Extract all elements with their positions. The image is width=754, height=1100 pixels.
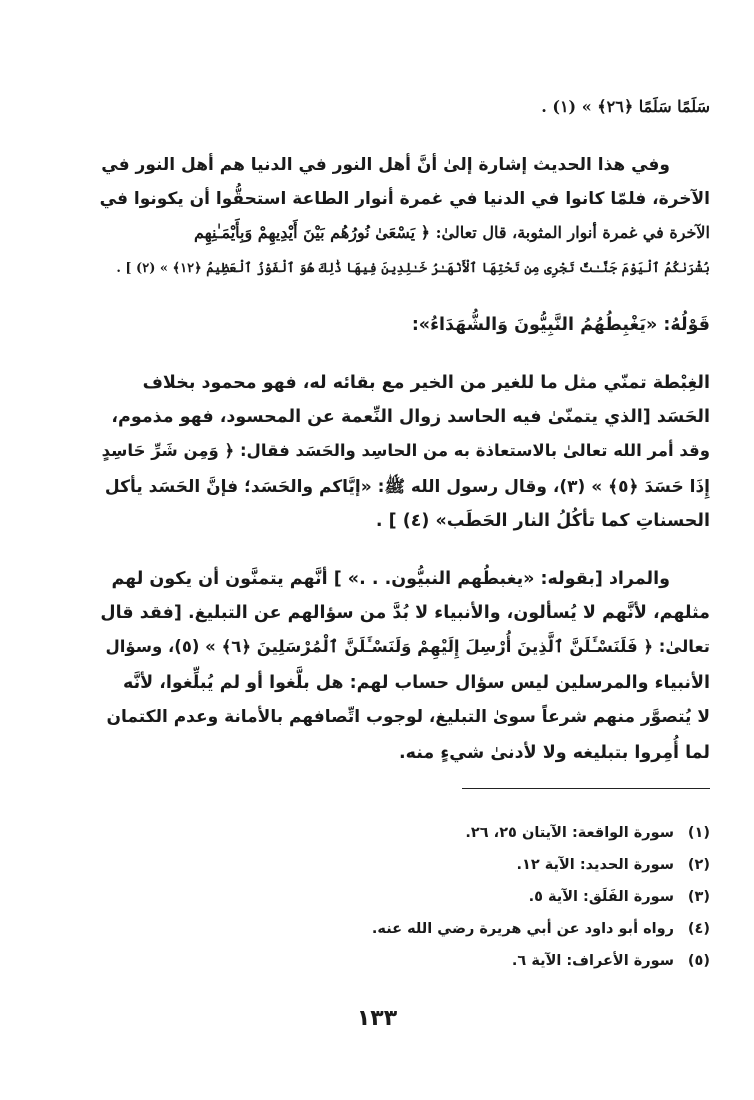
text-line-1: سَلَمًا سَلَمًا ﴿٢٦﴾ » (١) .: [541, 97, 710, 116]
text-line-3: الآخرة، فلمّا كانوا في الدنيا في غمرة أنوار الطاعة استحقُّوا أن يكونوا في: [99, 189, 710, 209]
footnote-4: [150, 914, 710, 944]
footnote-text: سورة الحديد: الآية ١٢.: [516, 857, 674, 873]
footnote-number: (١): [687, 825, 710, 841]
footnote-number: (٣): [687, 889, 710, 905]
text-line-7: الغِبْطة تمنّي مثل ما للغير من الخير مع بقائه له، فهو محمود بخلاف: [142, 373, 710, 393]
footnote-text: رواه أبو داود عن أبي هريرة رضي الله عنه.: [371, 921, 674, 937]
footnote-divider: [462, 788, 710, 789]
text-line-4: الآخرة في غمرة أنوار المثوبة، قال تعالىٰ: ﴿ يَسْعَىٰ نُورُهُم بَيْنَ أَيْدِيهِمْ وَبِأَيْمَـٰنِهِم: [193, 223, 710, 242]
text-line-8: الحَسَد [الذي يتمنّىٰ فيه الحاسد زوال النِّعمة عن المحسود، فهو مذموم،: [111, 407, 710, 427]
text-line-2: وفي هذا الحديث إشارة إلىٰ أنَّ أهل النور في الدنيا هم أهل النور في: [101, 155, 670, 175]
footnote-number: (٢): [687, 857, 710, 873]
footnote-text: سورة الواقعة: الآيتان ٢٥، ٢٦.: [465, 825, 674, 841]
footnote-1: [150, 818, 710, 848]
footnote-2: [150, 850, 710, 880]
text-line-16: لا يُتصوَّر منهم شرعاً سوىٰ التبليغ، لوجوب اتِّصافهم بالأمانة وعدم الكتمان: [106, 707, 710, 727]
footnote-text: سورة الأعراف: الآية ٦.: [511, 953, 674, 969]
page-number: ١٣٣: [356, 1006, 398, 1031]
section-heading: قَوْلُهُ: «يَغْبِطُهُمُ النَّبِيُّونَ وَالشُّهَدَاءُ»:: [411, 315, 710, 335]
text-line-5: بُشْرَىٰكُمُ ٱلْيَوْمَ جَنَّـٰتٌ تَجْرِى مِن تَحْتِهَا ٱلْأَنْهَـٰرُ خَـٰلِدِينَ فِيهَا ذَٰلِكَ هُوَ ٱلْفَوْزُ ٱلْعَظِيمُ ﴿١٢﴾ » (٢) ] .: [116, 261, 710, 276]
text-line-14: تعالىٰ: ﴿ فَلَنَسْـَٔلَنَّ ٱلَّذِينَ أُرْسِلَ إِلَيْهِمْ وَلَنَسْـَٔلَنَّ ٱلْمُرْسَلِينَ ﴿٦﴾ » (٥)، وسؤال: [105, 637, 710, 656]
footnote-number: (٤): [687, 921, 710, 937]
footnote-5: [150, 946, 710, 976]
footnote-text: سورة الفَلَق: الآية ٥.: [528, 889, 674, 905]
text-line-9: وقد أمر الله تعالىٰ بالاستعاذة به من الحاسِد والحَسَد فقال: ﴿ وَمِن شَرِّ حَاسِدٍ: [101, 441, 710, 460]
footnote-number: (٥): [687, 953, 710, 969]
text-line-13: مثلهم، لأنَّهم لا يُسألون، والأنبياء لا بُدَّ من سؤالهم عن التبليغ. [فقد قال: [100, 603, 710, 623]
text-line-15: الأنبياء والمرسلين ليس سؤال حساب لهم: هل بلَّغوا أو لم يُبلِّغوا، لأنَّه: [122, 673, 710, 693]
text-line-10: إِذَا حَسَدَ ﴿٥﴾ » (٣)، وقال رسول الله ﷺ: «إيَّاكم والحَسَد؛ فإنَّ الحَسَد يأكل: [104, 477, 710, 497]
text-line-12: والمراد [بقوله: «يغبطُهم النبيُّون. . .» ] أنَّهم يتمنَّون أن يكون لهم: [111, 569, 670, 589]
text-line-17: لما أُمِروا بتبليغه ولا لأدنىٰ شيءٍ منه.: [399, 743, 710, 763]
footnote-3: [150, 882, 710, 912]
text-line-11: الحسناتِ كما تأكُلُ النار الحَطَب» (٤) ] .: [375, 511, 710, 531]
